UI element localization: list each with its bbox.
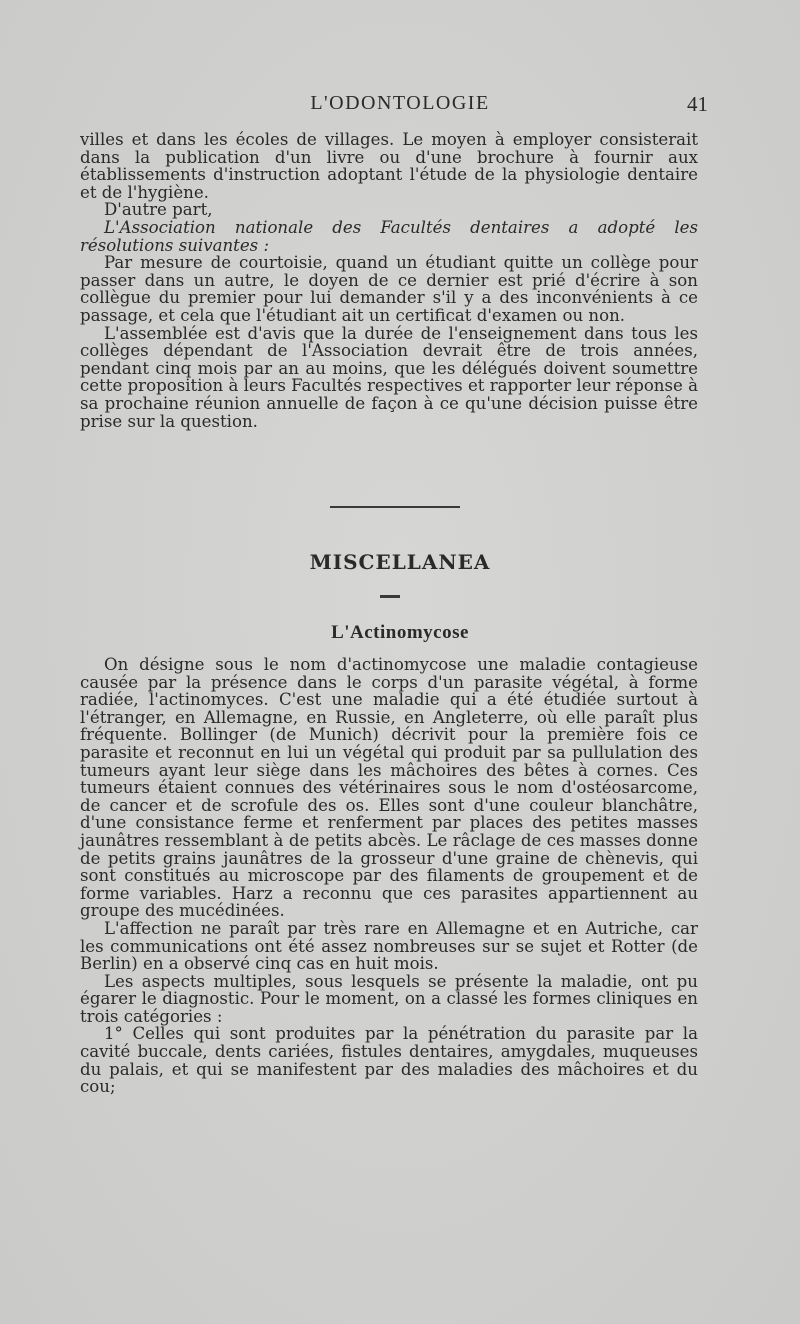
page-number: 41 bbox=[687, 92, 708, 116]
title-dash bbox=[380, 595, 400, 598]
section-title: MISCELLANEA bbox=[309, 550, 491, 574]
section-divider bbox=[330, 506, 460, 508]
paragraph: villes et dans les écoles de villages. Le moyen à employer consisterait dans la publication d'un livre ou d'une brochure à fournir aux établissements d'instruction adoptant l'étude de la physiologie dentaire et de l'hygiène. bbox=[80, 130, 698, 202]
top-text-block bbox=[80, 131, 698, 430]
running-header bbox=[0, 92, 800, 122]
running-title: L'ODONTOLOGIE bbox=[310, 92, 490, 114]
paragraph: L'Association nationale des Facultés dentaires a adopté les résolutions suivantes : bbox=[80, 217, 698, 255]
paragraph: Les aspects multiples, sous lesquels se présente la maladie, ont pu égarer le diagnostic. Pour le moment, on a classé les formes cliniques en trois catégories : bbox=[80, 971, 698, 1026]
paragraph: 1° Celles qui sont produites par la pénétration du parasite par la cavité buccale, dents cariées, fistules dentaires, amygdales, muqueuses du palais, et qui se manifestent par des maladies des mâchoires et du cou; bbox=[80, 1024, 698, 1097]
article-title: L'Actinomycose bbox=[331, 622, 469, 643]
paragraph: D'autre part, bbox=[104, 200, 213, 220]
paragraph: On désigne sous le nom d'actinomycose une maladie contagieuse causée par la présence dans le corps d'un parasite végétal, à forme radiée, l'actinomyces. C'est une maladie qui a été étudiée surtout à l'étranger, en Allemagne, en Russie, en Angleterre, où elle paraît plus fréquente. Bollinger (de Munich) décrivit pour la première fois ce parasite et reconnut en lui un végétal qui produit par sa pullulation des tumeurs ayant leur siège dans les mâchoires des bêtes à cornes. Ces tumeurs étaient connues des vétérinaires sous le nom d'ostéosarcome, de cancer et de scrofule des os. Elles sont d'une couleur blanchâtre, d'une consistance ferme et renferment par places des petites masses jaunâtres ressemblant à de petits abcès. Le râclage de ces masses donne de petits grains jaunâtres de la grosseur d'une graine de chènevis, qui sont constitués au microscope par des filaments de groupement et de forme variables. Harz a reconnu que ces parasites appartiennent au groupe des mucédinées. bbox=[80, 655, 698, 921]
paragraph: Par mesure de courtoisie, quand un étudiant quitte un collège pour passer dans un autre, le doyen de ce dernier est prié d'écrire à son collègue du premier pour lui demander s'il y a des inconvénients à ce passage, et cela que l'étudiant ait un certificat d'examen ou non. bbox=[80, 253, 698, 325]
paragraph: L'affection ne paraît par très rare en Allemagne et en Autriche, car les communications ont été assez nombreuses sur se sujet et Rotter (de Berlin) en a observé cinq cas en huit mois. bbox=[80, 918, 698, 974]
article-text-block bbox=[80, 656, 698, 1096]
paragraph: L'assemblée est d'avis que la durée de l'enseignement dans tous les collèges dépendant de l'Association devrait être de trois années, pendant cinq mois par an au moins, que les délégués doivent soumettre cette proposition à leurs Facultés respectives et rapporter leur réponse à sa prochaine réunion annuelle de façon à ce qu'une décision puisse être prise sur la question. bbox=[80, 323, 698, 431]
